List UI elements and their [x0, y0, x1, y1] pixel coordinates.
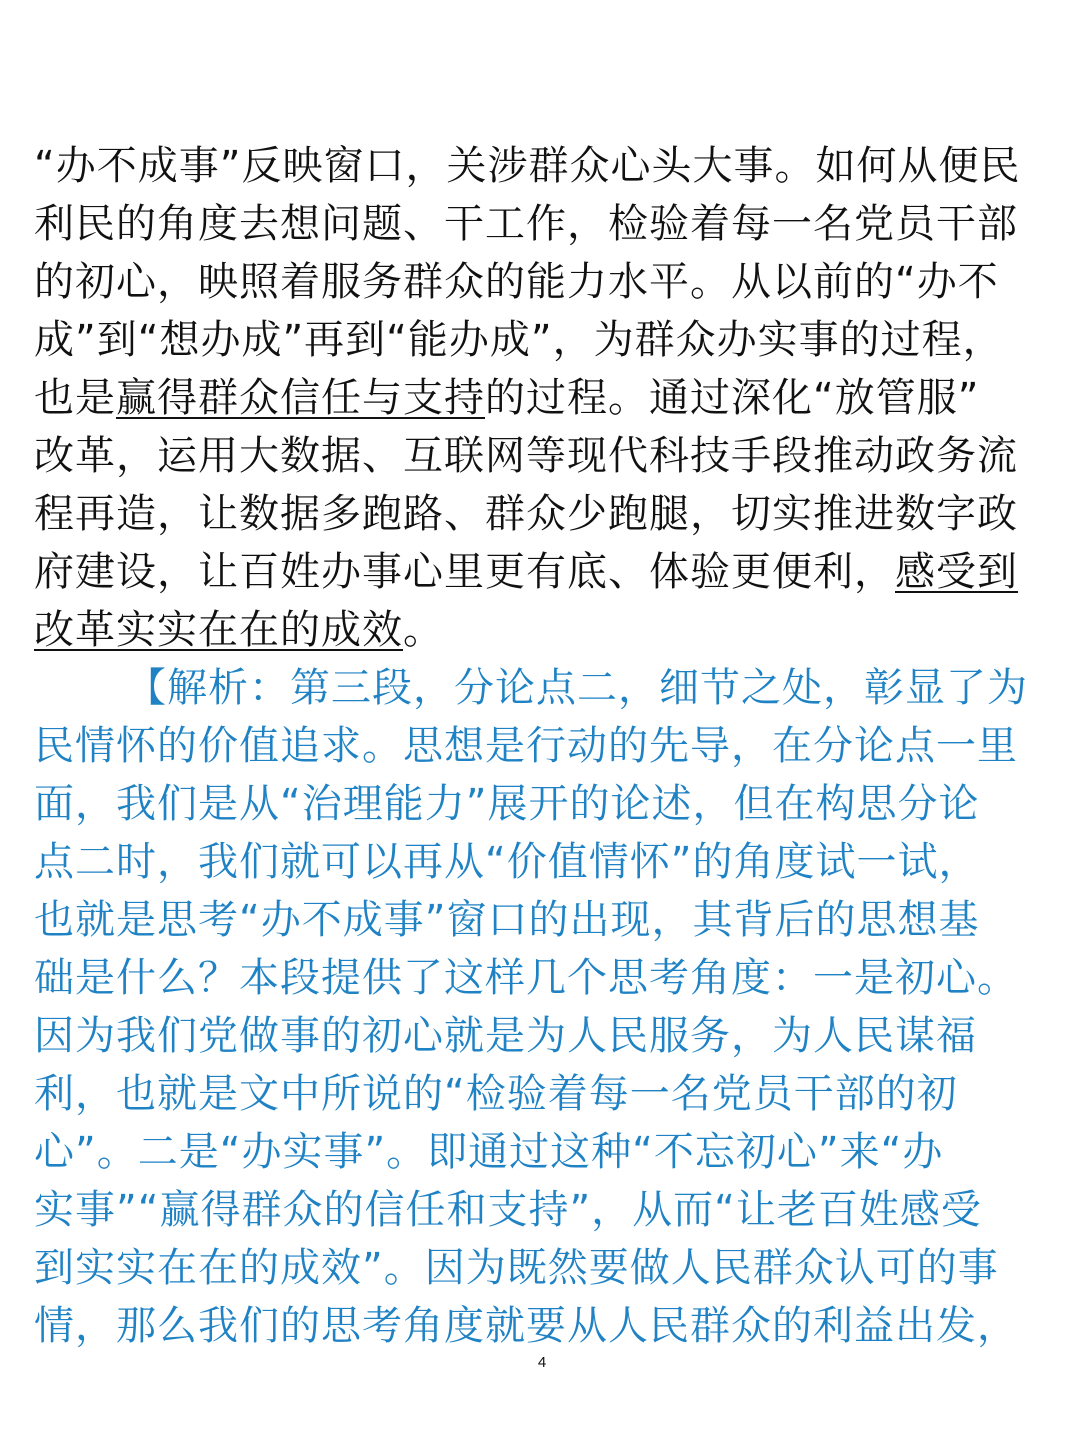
analysis-text: 因为我们党做事的初心就是为人民服务，为人民谋福 — [34, 1013, 977, 1059]
analysis-text: 实事”“赢得群众的信任和支持”，从而“让老百姓感受 — [34, 1187, 982, 1233]
analysis-text: 民情怀的价值追求。思想是行动的先导，在分论点一里 — [34, 723, 1018, 769]
analysis-text: 【解析：第三段，分论点二，细节之处，彰显了为 — [126, 665, 1028, 711]
underlined-phrase: 感受到 — [895, 549, 1018, 595]
analysis-line — [34, 1123, 1050, 1181]
analysis-line — [34, 833, 1050, 891]
article-line — [34, 369, 1050, 427]
article-line — [34, 543, 1050, 601]
article-text: “办不成事”反映窗口，关涉群众心头大事。如何从便民 — [34, 143, 1021, 189]
analysis-text: 情，那么我们的思考角度就要从人民群众的利益出发， — [34, 1303, 1018, 1349]
article-text: 成”到“想办成”再到“能办成”，为群众办实事的过程， — [34, 317, 1004, 363]
analysis-line — [34, 891, 1050, 949]
page-number: 4 — [537, 1354, 547, 1371]
article-text: 。 — [403, 607, 444, 653]
analysis-line — [34, 949, 1050, 1007]
article-line — [34, 485, 1050, 543]
article-line — [34, 137, 1050, 195]
analysis-line — [34, 1181, 1050, 1239]
article-text: 府建设，让百姓办事心里更有底、体验更便利， — [34, 549, 895, 595]
analysis-text: 础是什么？本段提供了这样几个思考角度：一是初心。 — [34, 955, 1018, 1001]
analysis-text: 也就是思考“办不成事”窗口的出现，其背后的思想基 — [34, 897, 980, 943]
article-text: 程再造，让数据多跑路、群众少跑腿，切实推进数字政 — [34, 491, 1018, 537]
underlined-phrase: 赢得群众信任与支持 — [116, 375, 485, 421]
analysis-text: 面，我们是从“治理能力”展开的论述，但在构思分论 — [34, 781, 980, 827]
article-text: 的初心，映照着服务群众的能力水平。从以前的“办不 — [34, 259, 999, 305]
analysis-line — [34, 1007, 1050, 1065]
analysis-text: 点二时，我们就可以再从“价值情怀”的角度试一试， — [34, 839, 980, 885]
analysis-text: 到实实在在的成效”。因为既然要做人民群众认可的事 — [34, 1245, 999, 1291]
analysis-line — [34, 1065, 1050, 1123]
analysis-line — [34, 775, 1050, 833]
article-text: 利民的角度去想问题、干工作，检验着每一名党员干部 — [34, 201, 1018, 247]
article-line — [34, 427, 1050, 485]
analysis-line — [34, 1297, 1050, 1355]
analysis-text: 利，也就是文中所说的“检验着每一名党员干部的初 — [34, 1071, 958, 1117]
article-text: 也是 — [34, 375, 116, 421]
article-line — [34, 311, 1050, 369]
analysis-line — [34, 1239, 1050, 1297]
analysis-line — [34, 659, 1050, 717]
article-line — [34, 601, 1050, 659]
analysis-text: 心”。二是“办实事”。即通过这种“不忘初心”来“办 — [34, 1129, 944, 1175]
article-line — [34, 195, 1050, 253]
article-text: 的过程。通过深化“放管服” — [485, 375, 980, 421]
article-text: 改革，运用大数据、互联网等现代科技手段推动政务流 — [34, 433, 1018, 479]
article-line — [34, 253, 1050, 311]
analysis-line — [34, 717, 1050, 775]
underlined-phrase: 改革实实在在的成效 — [34, 607, 403, 653]
